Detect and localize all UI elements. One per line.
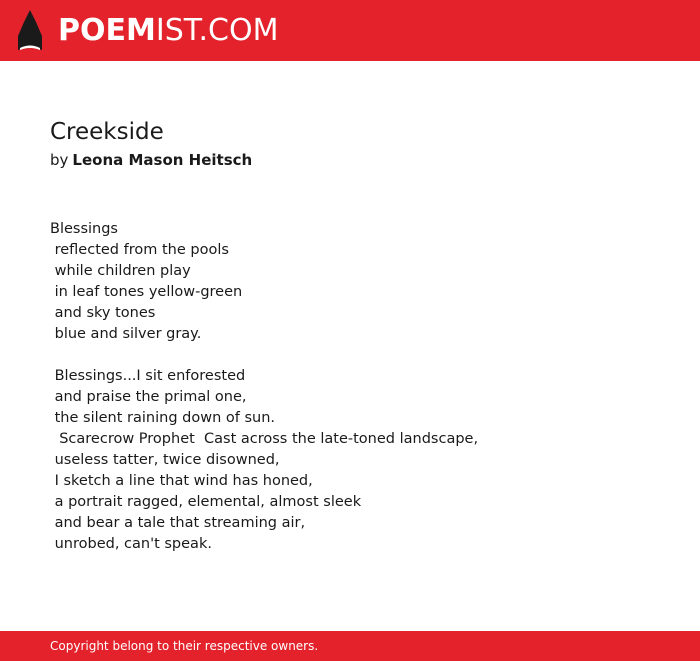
site-logo[interactable] xyxy=(16,9,278,53)
site-footer xyxy=(0,631,700,661)
site-header xyxy=(0,0,700,61)
poem-line: a portrait ragged, elemental, almost sleek xyxy=(50,494,362,510)
poem-line: unrobed, can't speak. xyxy=(50,536,212,552)
poem-line xyxy=(50,345,670,366)
poem-body xyxy=(50,219,670,555)
poem-line: the silent raining down of sun. xyxy=(50,410,275,426)
poem-line: useless tatter, twice disowned, xyxy=(50,452,280,468)
by-label: by xyxy=(50,151,69,169)
poem-line: Blessings...I sit enforested xyxy=(50,368,246,384)
poem-line: and praise the primal one, xyxy=(50,389,247,405)
poem-author: Leona Mason Heitsch xyxy=(72,151,253,169)
logo-light-text: IST.COM xyxy=(155,13,279,48)
poem-title: Creekside xyxy=(50,119,164,145)
pencil-tip-icon xyxy=(16,10,44,52)
poem-line: and sky tones xyxy=(50,305,156,321)
poem-line: Scarecrow Prophet Cast across the late-toned landscape, xyxy=(50,431,479,447)
poem-heading xyxy=(50,117,670,171)
site-logo-text xyxy=(58,9,278,53)
poem-line: in leaf tones yellow-green xyxy=(50,284,243,300)
poem-line: blue and silver gray. xyxy=(50,326,202,342)
poem-line: reflected from the pools xyxy=(50,242,229,258)
copyright-text: Copyright belong to their respective owners. xyxy=(50,639,319,653)
poem-line: I sketch a line that wind has honed, xyxy=(50,473,313,489)
poem-line: while children play xyxy=(50,263,191,279)
poem-line: and bear a tale that streaming air, xyxy=(50,515,306,531)
poem-byline xyxy=(50,149,670,171)
logo-bold-text: POEM xyxy=(58,13,156,48)
poem-line: Blessings xyxy=(50,221,118,237)
